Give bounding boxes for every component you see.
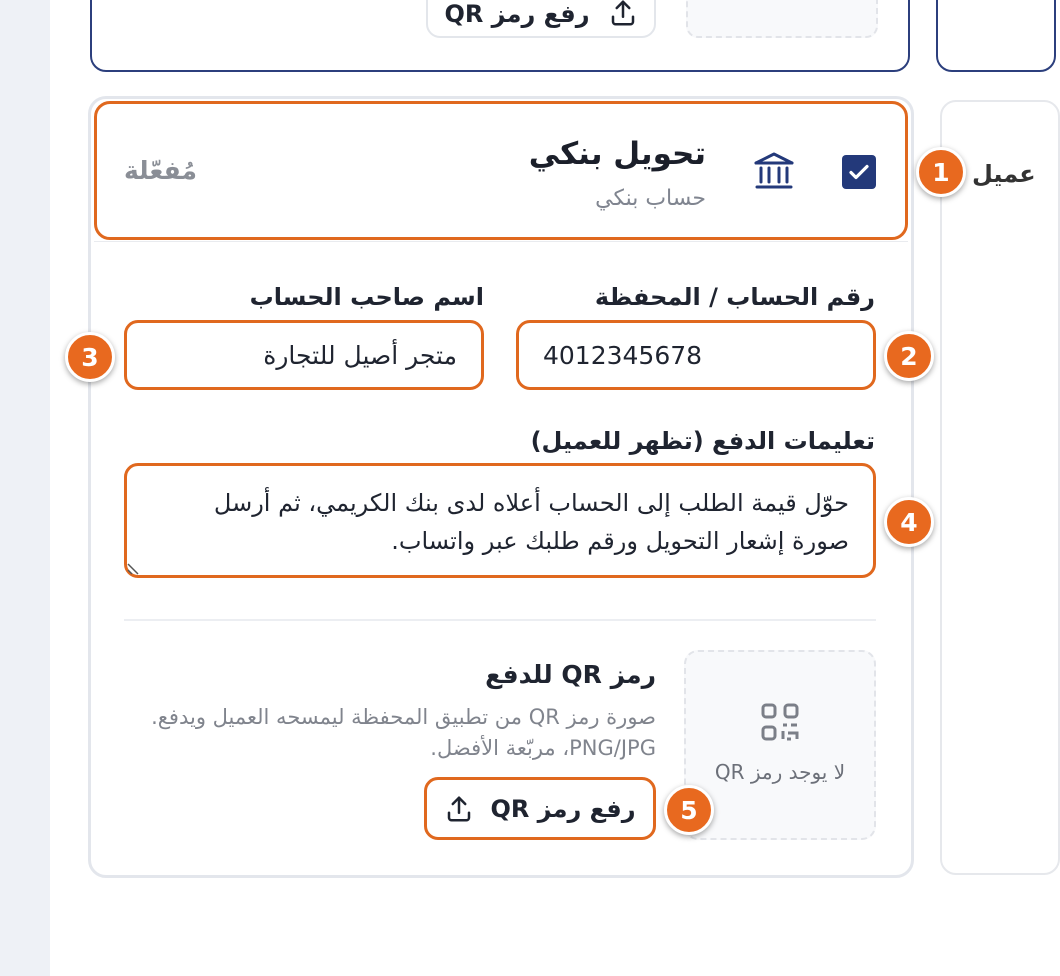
qr-section-description: صورة رمز QR من تطبيق المحفظة ليمسحه العميل ويدفع. PNG/JPG، مربّعة الأفضل. — [151, 705, 656, 760]
badge-1: 1 — [916, 147, 966, 197]
method-subtitle: حساب بنكي — [595, 186, 706, 211]
method-title: تحويل بنكي — [528, 136, 706, 172]
side-card-top — [936, 0, 1056, 72]
account-number-label: رقم الحساب / المحفظة — [594, 283, 875, 311]
qr-section-title: رمز QR للدفع — [485, 660, 656, 689]
header-divider — [94, 241, 908, 242]
previous-payment-card — [90, 0, 910, 72]
badge-3: 3 — [65, 332, 115, 382]
account-number-input[interactable]: 4012345678 — [516, 320, 876, 390]
upload-icon — [444, 794, 474, 824]
qr-placeholder-text: لا يوجد رمز QR — [714, 760, 846, 784]
checkmark-icon — [847, 160, 871, 184]
qr-code-icon — [761, 703, 799, 741]
previous-upload-label: رفع رمز QR — [444, 0, 590, 28]
instructions-label: تعليمات الدفع (تظهر للعميل) — [530, 427, 875, 455]
left-sidebar-strip — [0, 0, 50, 976]
badge-2: 2 — [884, 331, 934, 381]
badge-4: 4 — [884, 497, 934, 547]
section-divider — [124, 619, 876, 621]
method-enabled-checkbox[interactable] — [842, 155, 876, 189]
previous-upload-qr-button[interactable] — [426, 0, 656, 38]
resize-handle-icon[interactable] — [126, 558, 144, 576]
side-card-label: عميل — [972, 160, 1036, 188]
account-holder-label: اسم صاحب الحساب — [249, 283, 484, 311]
side-card — [940, 100, 1060, 875]
instructions-textarea[interactable]: حوّل قيمة الطلب إلى الحساب أعلاه لدى بنك الكريمي، ثم أرسل صورة إشعار التحويل ورقم طلبك عبر واتساب. — [124, 463, 876, 578]
upload-icon — [608, 0, 638, 28]
account-holder-input[interactable]: متجر أصيل للتجارة — [124, 320, 484, 390]
badge-5: 5 — [664, 785, 714, 835]
status-label: مُفعّلة — [124, 156, 197, 185]
upload-qr-label: رفع رمز QR — [490, 794, 636, 823]
upload-qr-button[interactable] — [424, 777, 656, 840]
bank-icon — [752, 150, 796, 192]
previous-qr-placeholder — [686, 0, 878, 38]
